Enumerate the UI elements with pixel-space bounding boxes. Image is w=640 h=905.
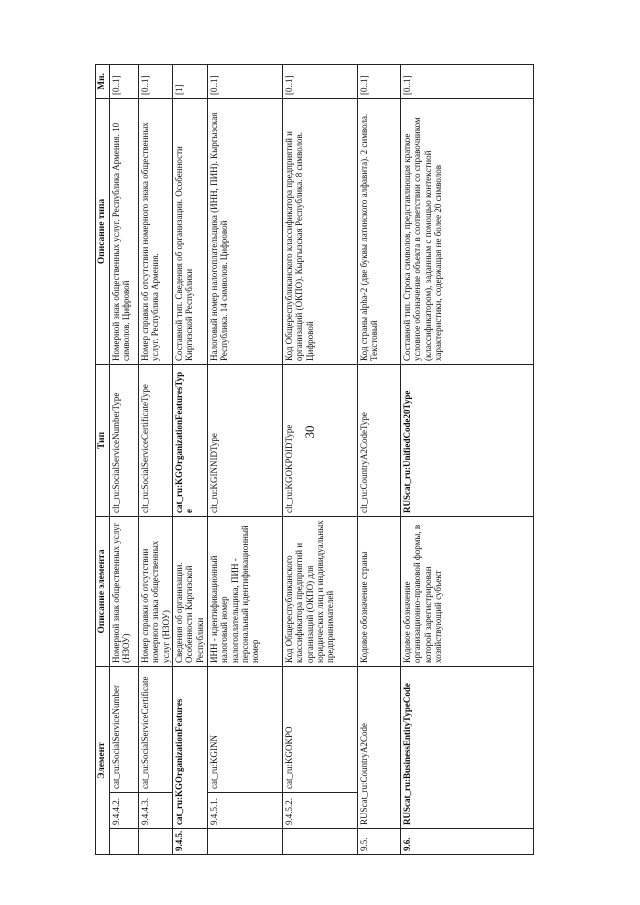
- row-element-name: RUScat_ru:BusinessEntityTypeCode: [400, 666, 533, 828]
- table-region: [95, 65, 640, 855]
- row-multiplicity: [0..1]: [282, 64, 357, 98]
- row-multiplicity: [1]: [172, 64, 207, 98]
- rotated-table-container: [95, 65, 640, 855]
- row-element-desc: Кодовое обозначение организационно-правовой формы, в которой зарегистрирован хозяйствующий субъект: [400, 516, 533, 666]
- row-element-desc: Номерной знак общественных услуг (НЗОУ): [109, 516, 138, 666]
- row-num-level2: 9.4.5.1.: [207, 793, 282, 829]
- row-type-desc: Код страны alpha-2 (две буквы латинского алфавита). 2 символа. Текстовый: [357, 98, 400, 364]
- row-multiplicity: [0..1]: [400, 64, 533, 98]
- row-element-desc: Сведения об организации. Особенности Киргизской Республики: [172, 516, 207, 666]
- row-type: clt_ru:KGINNIDType: [207, 364, 282, 516]
- row-num-level2: 9.4.5.2.: [282, 793, 357, 829]
- row-num-level1: [109, 829, 138, 855]
- header-type: Тип: [96, 364, 110, 516]
- header-element-desc: Описание элемента: [96, 516, 110, 666]
- row-multiplicity: [0..1]: [138, 64, 172, 98]
- row-multiplicity: [0..1]: [207, 64, 282, 98]
- table-header-row: [96, 64, 110, 854]
- row-element-name: cat_ru:KGINN: [207, 666, 282, 792]
- row-element-name: cat_ru:SocialServiceNumber: [109, 666, 138, 792]
- row-element-name: RUScat_ru:CountryA2Code: [357, 666, 400, 828]
- row-num-level1: 9.4.5.: [172, 829, 207, 855]
- row-element-desc: Кодовое обозначение страны: [357, 516, 400, 666]
- row-num-level1: [138, 829, 172, 855]
- row-num-level1: [282, 829, 357, 855]
- row-num-level2: 9.4.4.3.: [138, 793, 172, 829]
- table-row: [109, 64, 138, 854]
- table-row: [400, 64, 533, 854]
- row-type: clt_ru:SocialServiceNumberType: [109, 364, 138, 516]
- row-type: clt_ru:CountryA2CodeType: [357, 364, 400, 516]
- header-element: Элемент: [96, 666, 110, 854]
- row-num-level1: 9.5.: [357, 829, 400, 855]
- row-num-level1: [207, 829, 282, 855]
- row-type-desc: Номер справки об отсутствии номерного знака общественных услуг. Республика Армения.: [138, 98, 172, 364]
- row-type-desc: Составной тип. Сведения об организации. Особенности Киргизской Республики: [172, 98, 207, 364]
- header-multiplicity: Мн.: [96, 64, 110, 98]
- row-element-name: cat_ru:KGOrganizationFeatures: [172, 666, 207, 828]
- row-element-desc: Код Общереспубликанского классификатора предприятий и организаций (ОКПО) для юридических лиц и индивидуальных предпринимателей: [282, 516, 357, 666]
- row-num-level1: 9.6.: [400, 829, 533, 855]
- row-type: clt_ru:KGOKPOIDType: [282, 364, 357, 516]
- row-type-desc: Составной тип. Строка символов, представляющая краткое условное обозначение объекта в соответствии со справочником (классификатором), заданным с помощью контекстной характеристики, содержащая не более 20 символов: [400, 98, 533, 364]
- table-row: [207, 64, 282, 854]
- row-type: RUScat_ru:UnifiedCode20Type: [400, 364, 533, 516]
- table-row: [357, 64, 400, 854]
- header-type-desc: Описание типа: [96, 98, 110, 364]
- table-row: [138, 64, 172, 854]
- page-number: 30: [302, 425, 317, 439]
- row-type: cat_ru:KGOrganizationFeaturesType: [172, 364, 207, 516]
- row-num-level2: 9.4.4.2.: [109, 793, 138, 829]
- table-row: [172, 64, 207, 854]
- row-element-desc: Номер справки об отсутствии номерного знака общественных услуг (НЗОУ): [138, 516, 172, 666]
- row-type-desc: Налоговый номер налогоплательщика (ИНН, ПИН). Кыргызская Республика. 14 символов. Цифровой: [207, 98, 282, 364]
- table-row: [282, 64, 357, 854]
- row-type-desc: Код Общереспубликанского классификатора предприятий и организаций (ОКПО). Кыргызская Республика. 8 символов. Цифровой: [282, 98, 357, 364]
- elements-table: [95, 64, 534, 855]
- row-element-name: cat_ru:SocialServiceCertificate: [138, 666, 172, 792]
- row-type: clt_ru:SocialServiceCertificateType: [138, 364, 172, 516]
- row-multiplicity: [0..1]: [109, 64, 138, 98]
- row-type-desc: Номерной знак общественных услуг. Республика Армения. 10 символов. Цифровой: [109, 98, 138, 364]
- row-multiplicity: [0..1]: [357, 64, 400, 98]
- row-element-desc: ИНН - идентификационный налоговый номер налогоплательщика, ПИН - персональный идентификационный номер: [207, 516, 282, 666]
- row-element-name: cat_ru:KGOKPO: [282, 666, 357, 792]
